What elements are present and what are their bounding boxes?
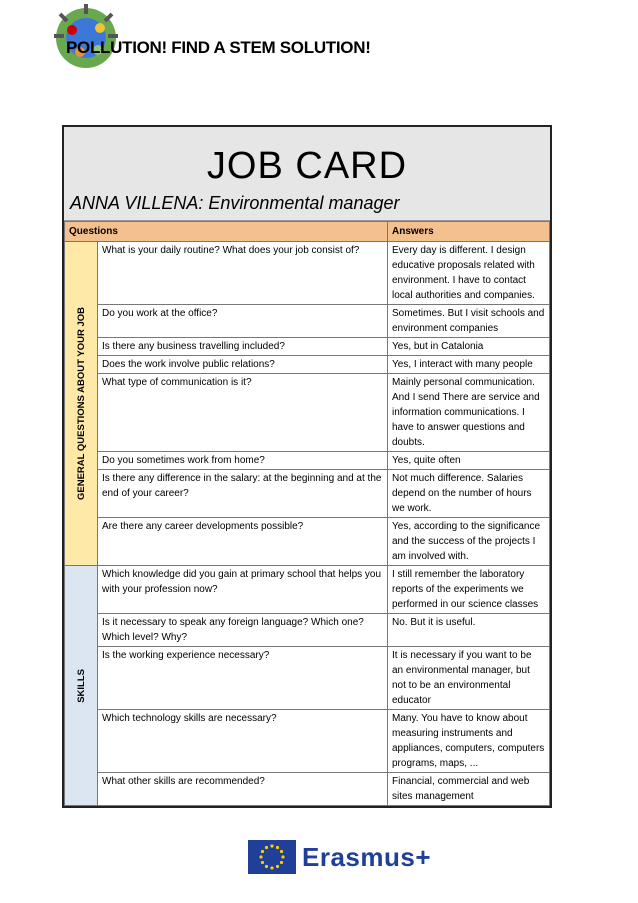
section-label-cell	[65, 242, 98, 566]
answer-cell: Yes, quite often	[388, 452, 550, 470]
qa-table	[64, 221, 550, 806]
answer-cell: No. But it is useful.	[388, 614, 550, 647]
erasmus-footer	[248, 840, 431, 874]
question-cell: What is your daily routine? What does your job consist of?	[98, 242, 388, 305]
answer-cell: I still remember the laboratory reports of the experiments we performed in our science classes	[388, 566, 550, 614]
section-label: GENERAL QUESTIONS ABOUT YOUR JOB	[75, 306, 87, 500]
card-title: JOB CARD	[206, 145, 408, 187]
question-cell: Is there any business travelling included?	[98, 338, 388, 356]
table-row	[65, 470, 550, 518]
answer-cell: Mainly personal communication. And I send There are service and information communications. I have to answer questions and doubts.	[388, 374, 550, 452]
table-row	[65, 356, 550, 374]
table-row	[65, 614, 550, 647]
table-row	[65, 305, 550, 338]
answer-cell: Yes, according to the significance and the success of the projects I am involved with.	[388, 518, 550, 566]
answer-cell: Every day is different. I design educative proposals related with environment. I have to contact local authorities and companies.	[388, 242, 550, 305]
answer-cell: Many. You have to know about measuring instruments and appliances, computers, computers programs, maps, ...	[388, 710, 550, 773]
answer-cell: Financial, commercial and web sites management	[388, 773, 550, 806]
table-row	[65, 452, 550, 470]
table-row	[65, 374, 550, 452]
flag-star	[280, 861, 283, 864]
flag-star	[265, 865, 268, 868]
card-banner	[64, 127, 550, 221]
answer-cell: It is necessary if you want to be an environmental manager, but not to be an environmental educator	[388, 647, 550, 710]
question-cell: Are there any career developments possible?	[98, 518, 388, 566]
table-row	[65, 647, 550, 710]
answer-cell: Yes, I interact with many people	[388, 356, 550, 374]
table-row	[65, 710, 550, 773]
flag-star	[281, 855, 284, 858]
question-cell: Is it necessary to speak any foreign language? Which one? Which level? Why?	[98, 614, 388, 647]
table-header-row	[65, 222, 550, 242]
flag-star	[276, 865, 279, 868]
flag-star	[270, 866, 273, 869]
questions-header: Questions	[65, 222, 388, 242]
answer-cell: Sometimes. But I visit schools and environment companies	[388, 305, 550, 338]
answer-cell: Yes, but in Catalonia	[388, 338, 550, 356]
question-cell: Do you work at the office?	[98, 305, 388, 338]
question-cell: Is there any difference in the salary: at the beginning and at the end of your career?	[98, 470, 388, 518]
question-cell: What type of communication is it?	[98, 374, 388, 452]
question-cell: Do you sometimes work from home?	[98, 452, 388, 470]
flag-star	[280, 850, 283, 853]
erasmus-brand: Erasmus+	[302, 841, 432, 872]
question-cell: Which technology skills are necessary?	[98, 710, 388, 773]
card-subtitle: ANNA VILLENA: Environmental manager	[70, 193, 400, 213]
eu-flag-icon	[248, 840, 296, 874]
table-row	[65, 773, 550, 806]
question-cell: Is the working experience necessary?	[98, 647, 388, 710]
section-label: SKILLS	[75, 668, 87, 703]
flag-star	[265, 846, 268, 849]
flag-star	[270, 844, 273, 847]
section-label-cell	[65, 566, 98, 806]
table-row	[65, 338, 550, 356]
flag-star	[261, 861, 264, 864]
header-title: POLLUTION! FIND A STEM SOLUTION!	[66, 38, 371, 57]
table-row	[65, 242, 550, 305]
job-card	[62, 125, 552, 808]
flag-star	[259, 855, 262, 858]
table-row	[65, 518, 550, 566]
flag-star	[276, 846, 279, 849]
answers-header: Answers	[388, 222, 550, 242]
table-row	[65, 566, 550, 614]
question-cell: What other skills are recommended?	[98, 773, 388, 806]
answer-cell: Not much difference. Salaries depend on the number of hours we work.	[388, 470, 550, 518]
question-cell: Which knowledge did you gain at primary school that helps you with your profession now?	[98, 566, 388, 614]
question-cell: Does the work involve public relations?	[98, 356, 388, 374]
flag-star	[261, 850, 264, 853]
